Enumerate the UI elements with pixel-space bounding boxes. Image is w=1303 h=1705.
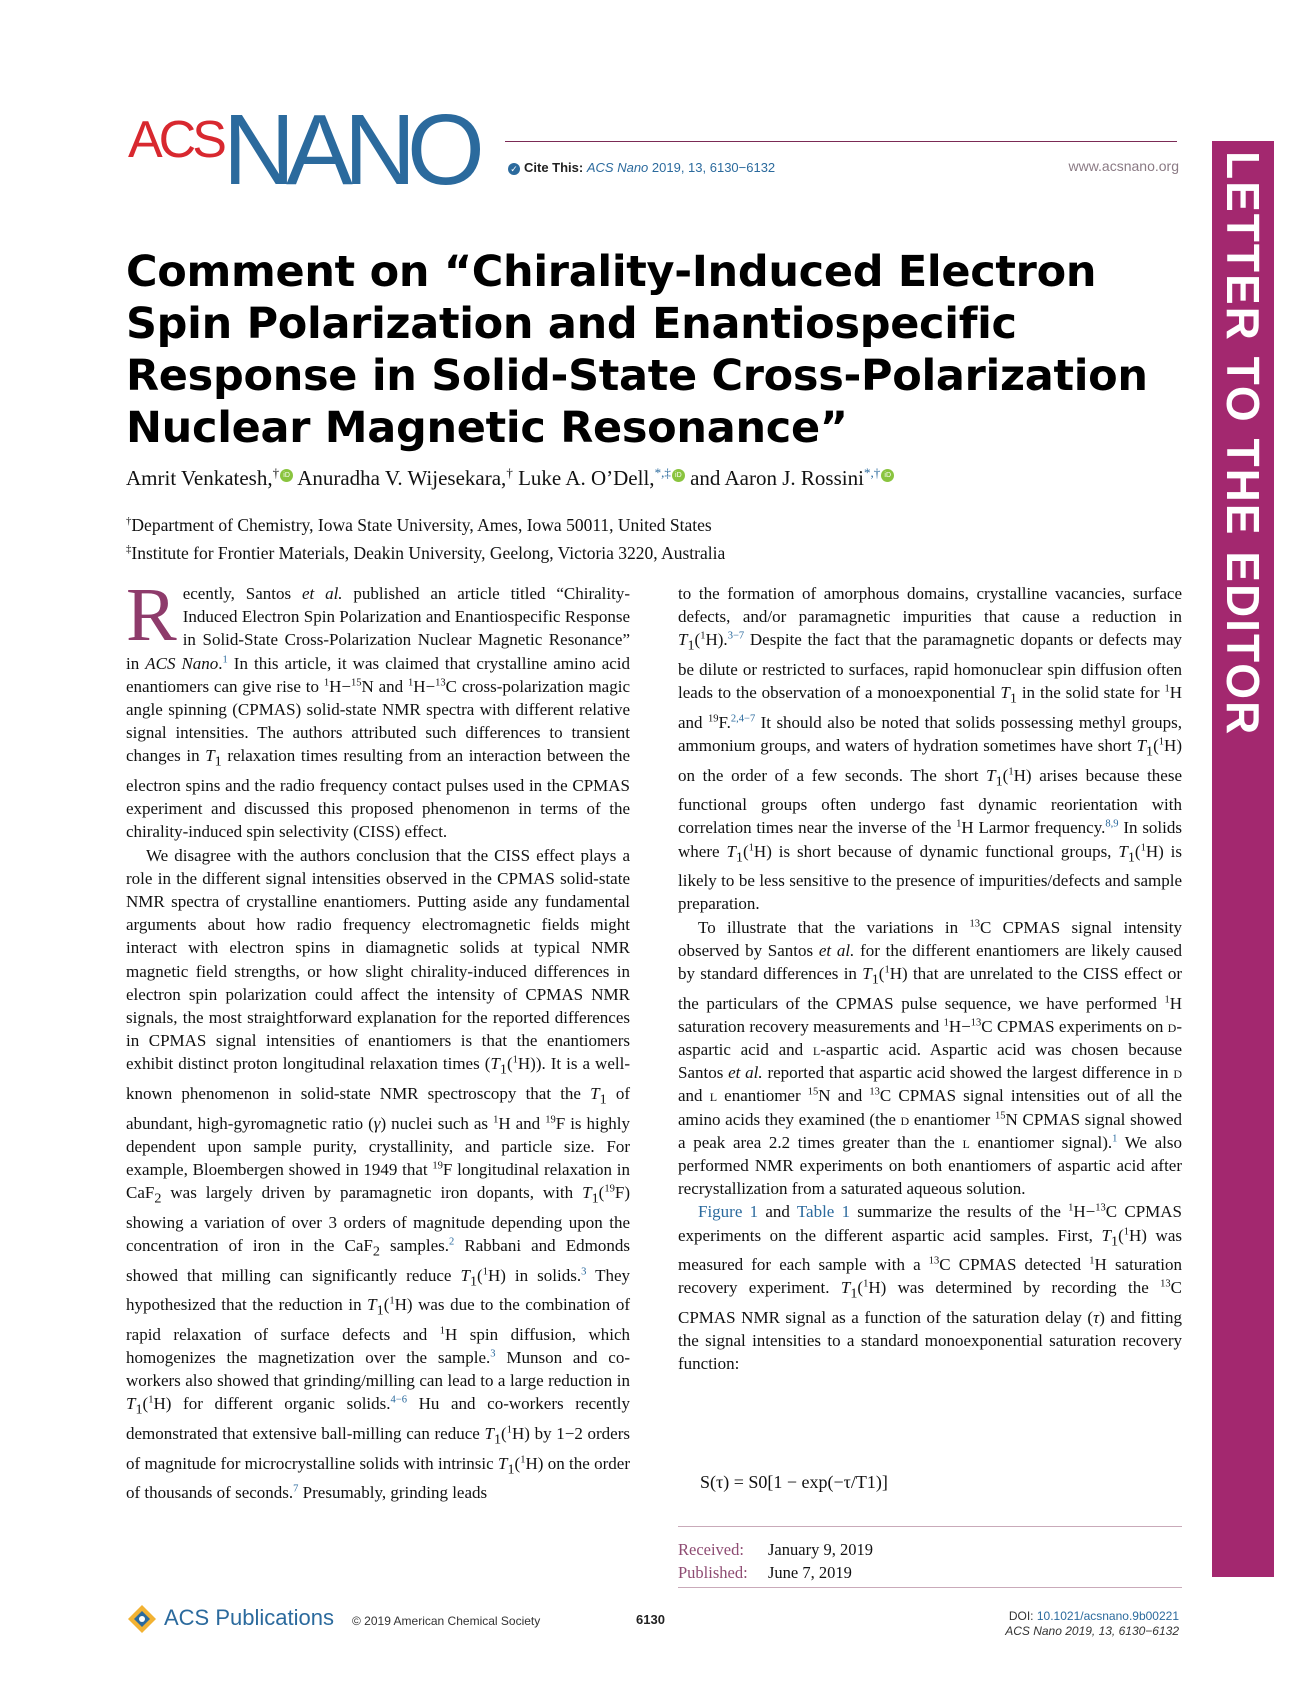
received-label: Received: — [678, 1540, 744, 1559]
published-date: June 7, 2019 — [768, 1563, 852, 1582]
author-name[interactable]: Amrit Venkatesh, — [126, 466, 273, 490]
body-column-right — [678, 582, 1182, 1376]
cite-label: Cite This: — [524, 160, 584, 175]
header-rule — [505, 141, 1177, 142]
drop-cap: R — [126, 573, 177, 657]
author-name[interactable]: Anuradha V. Wijesekara, — [297, 466, 507, 490]
divider — [678, 1526, 1182, 1527]
paragraph: To illustrate that the variations in $^{13}$C CPMAS signal intensity observed by Santos et al. for the different enantiomers are likely caused by standard differences in $T_1(^1H)$ that are unrelated to the CISS effect or the particulars of the CPMAS pulse sequence, we have performed $^1$H saturation recovery measurements and $^1$H−$^{13}$C CPMAS experiments on d-aspartic acid and l-aspartic acid. Aspartic acid was chosen because Santos et al. reported that aspartic acid showed the largest difference in d and l enantiomer $^{15}$N and $^{13}$C CPMAS signal intensities out of all the amino acids they examined (the d enantiomer $^{15}$N CPMAS signal showed a peak area 2.2 times greater than the l enantiomer signal).$^1$ We also performed NMR experiments on both enantiomers of aspartic acid after recrystallization from a saturated aqueous solution. — [678, 917, 1183, 1199]
paragraph: to the formation of amorphous domains, crystalline vacancies, surface defects, and/or paramagnetic impurities that cause a reduction in $T_1(^1H).^{3-7}$ Despite the fact that the paramagnetic dopants or defects may be dilute or restricted to surfaces, rapid homonuclear spin diffusion often leads to the observation of a monoexponential $T_1$ in the solid state for $^1$H and $^{19}$F.$^{2,4-7}$ It should also be noted that solids possessing methyl groups, ammonium groups, and waters of hydration sometimes have short $T_1(^1H)$ on the order of a few seconds. The short $T_1(^1H)$ arises because these functional groups often undergo fast dynamic reorientation with correlation times near the inverse of the $^1$H Larmor frequency.$^{8,9}$ In solids where $T_1(^1H)$ is short because of dynamic functional groups, $T_1(^1H)$ is likely to be less sensitive to the presence of impurities/defects and sample preparation. — [678, 584, 1183, 914]
article-title: Comment on “Chirality-Induced Electron Spin Polarization and Enantiospecific Response in Solid-State Cross-Polarization Nuclear Magnetic Resonance” — [126, 247, 1148, 453]
affiliation: ‡Institute for Frontier Materials, Deakin University, Geelong, Victoria 3220, Australia — [126, 543, 726, 563]
doi-link[interactable]: 10.1021/acsnano.9b00221 — [1036, 1609, 1179, 1623]
equation: S(τ) = S0[1 − exp(−τ/T1)] — [700, 1472, 888, 1492]
side-banner — [1212, 141, 1274, 1577]
article-dates — [678, 1538, 873, 1584]
publisher-logo[interactable] — [126, 1603, 334, 1635]
received-date: January 9, 2019 — [768, 1540, 873, 1559]
affiliation: †Department of Chemistry, Iowa State University, Ames, Iowa 50011, United States — [126, 515, 712, 535]
published-label: Published: — [678, 1563, 748, 1582]
author-name[interactable]: Luke A. O’Dell, — [518, 466, 655, 490]
journal-url[interactable]: www.acsnano.org — [1068, 158, 1179, 174]
paragraph: Recently, Santos et al. published an article titled “Chirality-Induced Electron Spin Polarization and Enantiospecific Response in Solid-State Cross-Polarization Nuclear Magnetic Resonance” in ACS Nano.$^1$ In this article, it was claimed that crystalline amino acid enantiomers can give rise to $^1$H−$^{15}$N and $^1$H−$^{13}$C cross-polarization magic angle spinning (CPMAS) solid-state NMR spectra with different relative signal intensities. The authors attributed such differences to transient changes in $T_1$ relaxation times resulting from an interaction between the electron spins and the radio frequency contact pulses used in the CPMAS experiment and discussed this proposed phenomenon in terms of the chirality-induced spin selectivity (CISS) effect. — [126, 573, 631, 842]
logo-acs: ACS — [128, 111, 223, 169]
footer-citation: ACS Nano 2019, 13, 6130−6132 — [1005, 1624, 1179, 1638]
author-mark: *,† — [863, 465, 881, 480]
body-column-left — [126, 573, 631, 1504]
orcid-icon[interactable]: iD — [672, 469, 685, 482]
check-icon: ✓ — [508, 163, 520, 175]
cite-journal[interactable]: ACS Nano — [586, 160, 649, 175]
divider — [678, 1587, 1182, 1588]
copyright: © 2019 American Chemical Society — [352, 1614, 541, 1628]
author-mark: † — [506, 465, 513, 480]
author-mark: † — [272, 465, 280, 480]
cite-this[interactable] — [508, 160, 775, 175]
journal-logo — [128, 94, 476, 206]
cite-rest[interactable]: 2019, 13, 6130−6132 — [651, 160, 776, 175]
publisher-name: ACS Publications — [164, 1604, 334, 1630]
page-number: 6130 — [636, 1612, 665, 1627]
side-banner-text: LETTER TO THE EDITOR — [1217, 151, 1269, 737]
acs-publications-icon — [126, 1603, 158, 1635]
doi-block: DOI: 10.1021/acsnano.9b00221 ACS Nano 2019, 13, 6130−6132 — [1005, 1609, 1179, 1638]
orcid-icon[interactable]: iD — [280, 469, 293, 482]
author-list — [126, 466, 894, 491]
paragraph: We disagree with the authors conclusion that the CISS effect plays a role in the different signal intensities observed in the CPMAS solid-state NMR spectra of crystalline enantiomers. Putting aside any fundamental arguments about how radio frequency electromagnetic fields might interact with electron spins in diamagnetic solids at typical NMR magnetic field strengths, or how slight chirality-induced differences in electron spin polarization could affect the intensity of CPMAS NMR signals, the most straightforward explanation for the reported differences in CPMAS signal intensities of enantiomers is that the enantiomers exhibit distinct proton longitudinal relaxation times $(T_1(^1H))$. It is a well-known phenomenon in solid-state NMR spectroscopy that the $T_1$ of abundant, high-gyromagnetic ratio (γ) nuclei such as $^1$H and $^{19}$F is highly dependent upon sample purity, crystallinity, and particle size. For example, Bloembergen showed in 1949 that $^{19}$F longitudinal relaxation in CaF$_2$ was largely driven by paramagnetic iron dopants, with $T_1(^{19}F)$ showing a variation of over 3 orders of magnitude depending upon the concentration of iron in the CaF$_2$ samples.$^2$ Rabbani and Edmonds showed that milling can significantly reduce $T_1(^1H)$ in solids.$^3$ They hypothesized that the reduction in $T_1(^1H)$ was due to the combination of rapid relaxation of surface defects and $^1$H spin diffusion, which homogenizes the magnetization over the sample.$^3$ Munson and co-workers also showed that grinding/milling can lead to a large reduction in $T_1(^1H)$ for different organic solids.$^{4-6}$ Hu and co-workers recently demonstrated that extensive ball-milling can reduce $T_1(^1H)$ by 1−2 orders of magnitude for microcrystalline solids with intrinsic $T_1(^1H)$ on the order of thousands of seconds.$^7$ Presumably, grinding leads — [126, 845, 631, 1503]
orcid-icon[interactable]: iD — [881, 469, 894, 482]
author-mark: *,‡ — [654, 465, 671, 480]
logo-nano: NANO — [222, 94, 476, 206]
author-name[interactable]: and Aaron J. Rossini — [690, 466, 864, 490]
paragraph: Figure 1 and Table 1 summarize the results of the $^1$H−$^{13}$C CPMAS experiments on the different aspartic acid samples. First, $T_1(^1H)$ was measured for each sample with a $^{13}$C CPMAS detected $^1$H saturation recovery experiment. $T_1(^1H)$ was determined by recording the $^{13}$C CPMAS NMR signal as a function of the saturation delay (τ) and fitting the signal intensities to a standard monoexponential saturation recovery function: — [678, 1202, 1183, 1374]
